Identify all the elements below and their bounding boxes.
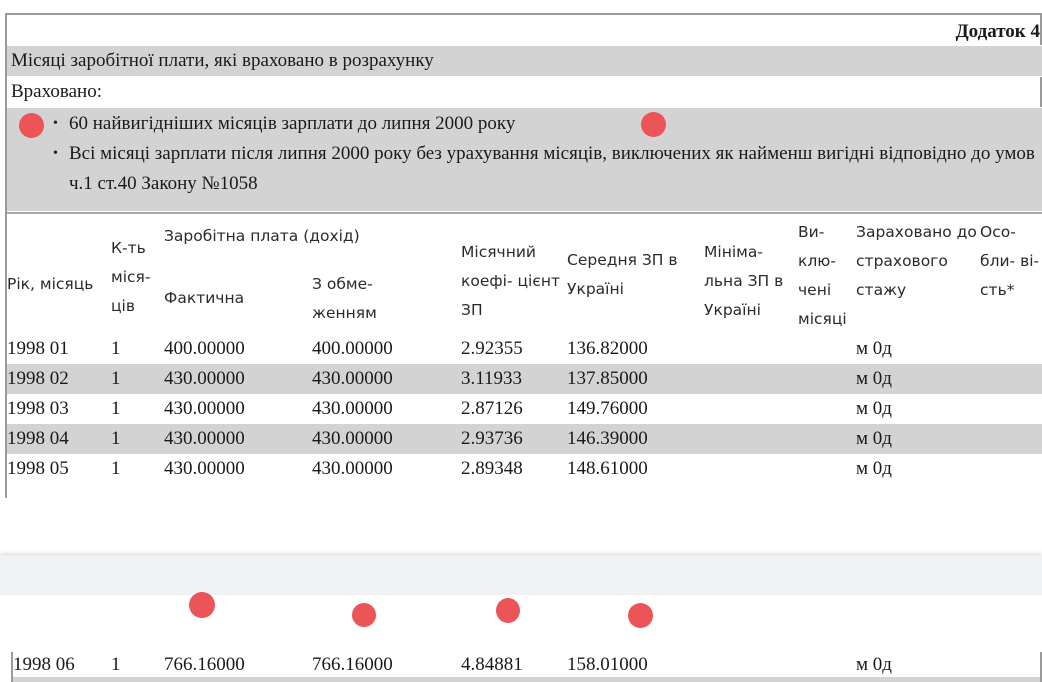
cell-coef: 2.93736 <box>461 424 567 454</box>
header-avg-wage: Середня ЗП в Україні <box>567 251 678 298</box>
cell-insurance: м 0д <box>856 654 892 675</box>
annotation-marker <box>628 603 653 628</box>
cell-period: 1998 03 <box>7 398 69 419</box>
cell-special <box>980 394 1042 424</box>
cell-excluded <box>798 454 856 484</box>
cell-excluded <box>798 364 856 394</box>
cell-count: 1 <box>111 654 121 675</box>
cell-excluded <box>798 424 856 454</box>
cell-min <box>704 424 798 454</box>
cell-insurance: м 0д <box>856 424 980 454</box>
cell-coef: 4.84881 <box>461 654 523 675</box>
wage-table <box>7 214 1042 484</box>
table-row <box>7 364 1042 394</box>
cell-actual: 766.16000 <box>164 654 245 675</box>
cell-count: 1 <box>111 458 121 479</box>
criteria-item <box>53 109 1042 139</box>
cell-excluded <box>798 652 856 677</box>
cell-insurance: м 0д <box>856 364 980 394</box>
cell-min <box>704 652 798 677</box>
cell-special <box>980 652 1040 677</box>
cell-insurance: м 0д <box>856 338 892 359</box>
cell-limited: 430.00000 <box>312 424 461 454</box>
cell-period: 1998 04 <box>7 424 111 454</box>
accounted-label: Враховано: <box>7 77 1042 107</box>
cell-count: 1 <box>111 424 164 454</box>
cell-avg: 137.85000 <box>567 364 704 394</box>
cell-insurance: м 0д <box>856 458 892 479</box>
document-page-top <box>5 13 1042 498</box>
cell-period: 1998 02 <box>7 364 111 394</box>
cell-limited: 430.00000 <box>312 364 461 394</box>
header-year-month: Рік, місяць <box>7 274 94 293</box>
cell-coef: 2.92355 <box>461 338 523 359</box>
cell-avg: 146.39000 <box>567 424 704 454</box>
cell-avg: 136.82000 <box>567 338 648 359</box>
cell-count: 1 <box>111 398 121 419</box>
annotation-marker <box>19 113 44 138</box>
cell-excluded <box>798 394 856 424</box>
header-monthly-coef: Місячний коефі- цієнт ЗП <box>461 242 561 319</box>
header-excluded: Ви- клю- чені місяці <box>798 223 847 328</box>
annotation-marker <box>352 603 376 627</box>
cell-avg: 149.76000 <box>567 398 648 419</box>
header-insurance: Зараховано до страхового стажу <box>856 223 977 299</box>
cell-count: 1 <box>111 338 121 359</box>
cell-period: 1998 01 <box>7 338 69 359</box>
cell-special <box>980 364 1042 394</box>
table-row <box>7 454 1042 484</box>
cell-min <box>704 334 798 364</box>
cell-period: 1998 06 <box>13 654 75 675</box>
cell-actual: 430.00000 <box>164 424 312 454</box>
cell-coef: 2.89348 <box>461 458 523 479</box>
bullet-icon: • <box>53 116 58 131</box>
header-limited: З обме- женням <box>312 274 377 322</box>
cell-actual: 430.00000 <box>164 398 245 419</box>
row-band <box>13 677 1040 682</box>
cell-limited: 400.00000 <box>312 338 393 359</box>
cell-actual: 430.00000 <box>164 458 245 479</box>
cell-insurance: м 0д <box>856 398 892 419</box>
cell-limited: 430.00000 <box>312 458 393 479</box>
header-actual: Фактична <box>164 289 245 308</box>
cell-min <box>704 394 798 424</box>
cell-avg: 158.01000 <box>567 654 648 675</box>
cell-excluded <box>798 334 856 364</box>
cell-count: 1 <box>111 364 164 394</box>
header-wage-group: Заробітна плата (дохід) <box>164 227 360 245</box>
header-special: Осо- бли- ві- сть* <box>980 223 1040 299</box>
criteria-item <box>53 139 1042 199</box>
document-page-bottom <box>11 652 1042 682</box>
cell-actual: 430.00000 <box>164 364 312 394</box>
appendix-label: Додаток 4 <box>7 15 1042 45</box>
cell-special <box>980 454 1042 484</box>
cell-special <box>980 424 1042 454</box>
bullet-icon: • <box>53 146 58 161</box>
cell-actual: 400.00000 <box>164 338 245 359</box>
criteria-list <box>7 108 1042 211</box>
page-gap <box>0 555 1042 595</box>
header-months-count: К-ть міся- ців <box>111 238 151 315</box>
wage-table-continued <box>13 652 1040 677</box>
cell-min <box>704 454 798 484</box>
annotation-marker <box>189 592 215 618</box>
cell-coef: 3.11933 <box>461 364 567 394</box>
criteria-text: 60 найвигідніших місяців зарплати до липня 2000 року <box>69 113 516 134</box>
cell-limited: 430.00000 <box>312 398 393 419</box>
table-row <box>7 394 1042 424</box>
annotation-marker <box>641 112 666 137</box>
cell-min <box>704 364 798 394</box>
table-row <box>13 652 1040 677</box>
table-row <box>7 334 1042 364</box>
section-title: Місяці заробітної плати, які враховано в розрахунку <box>7 46 1042 76</box>
cell-period: 1998 05 <box>7 458 69 479</box>
table-row <box>7 424 1042 454</box>
header-min-wage: Мініма- льна ЗП в Україні <box>704 242 784 319</box>
cell-avg: 148.61000 <box>567 458 648 479</box>
annotation-marker <box>496 598 520 623</box>
cell-limited: 766.16000 <box>312 654 393 675</box>
cell-special <box>980 334 1042 364</box>
cell-coef: 2.87126 <box>461 398 523 419</box>
criteria-text: Всі місяці зарплати після липня 2000 року без урахування місяців, виключених як найменш вигідні відповідно до умов ч.1 ст.40 Закону №1058 <box>69 143 1035 194</box>
